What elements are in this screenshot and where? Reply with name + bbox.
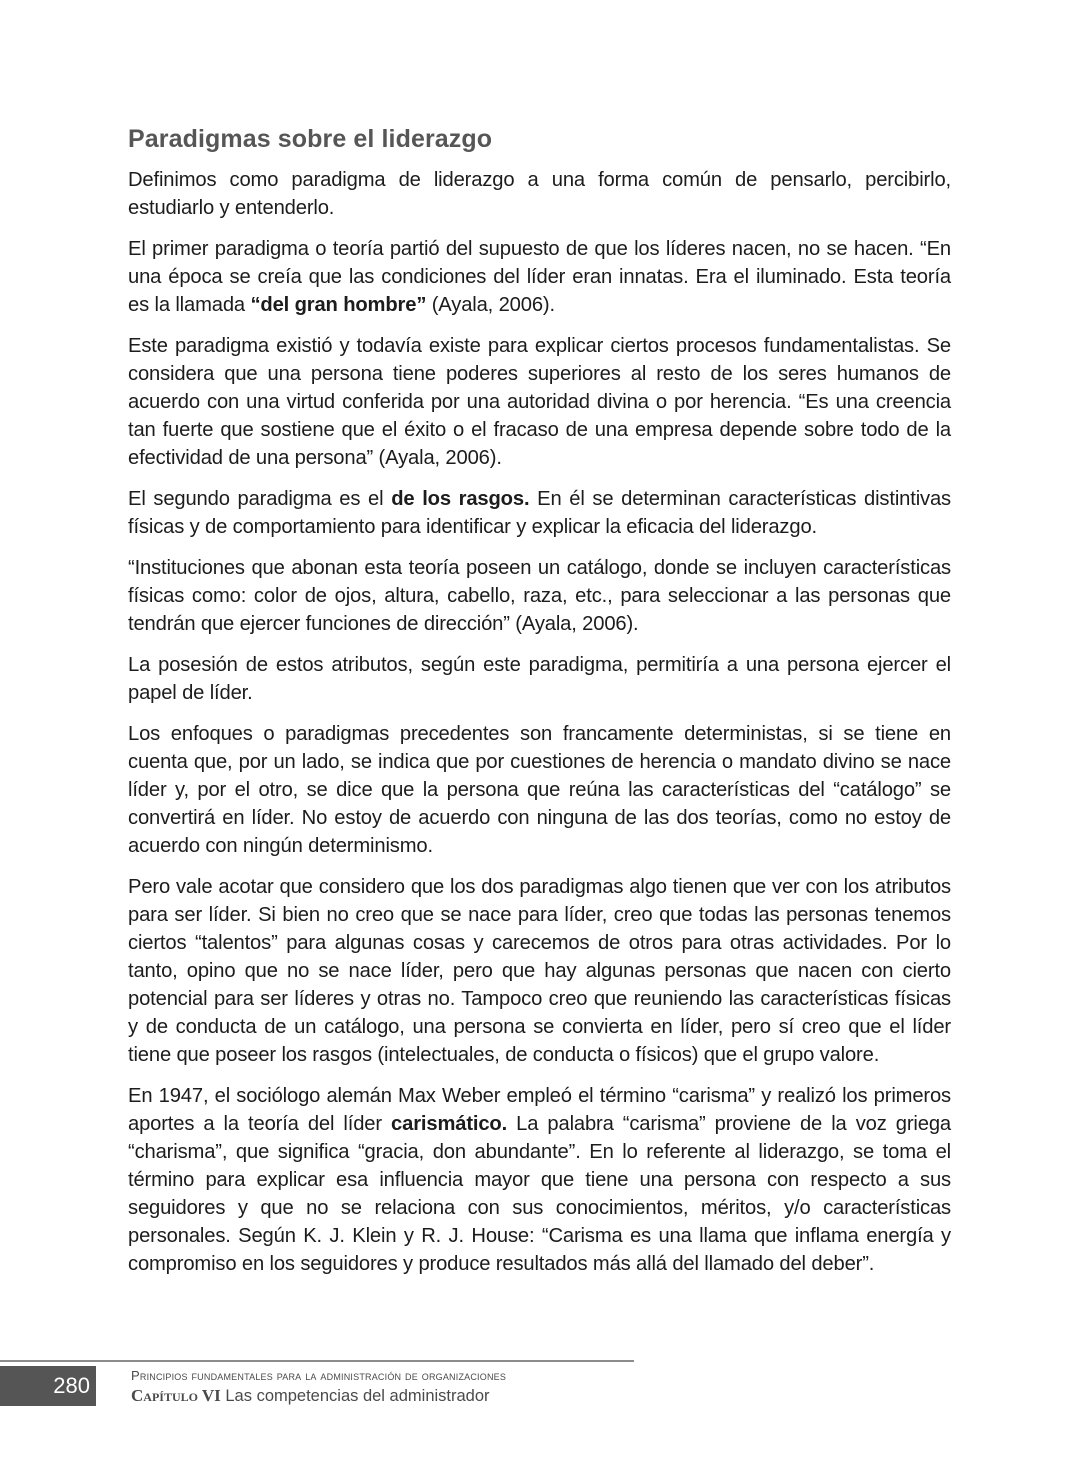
book-title: Principios fundamentales para la administración de organizaciones <box>131 1368 507 1383</box>
chapter-label: Capítulo VI <box>131 1386 221 1405</box>
paragraph-1: Definimos como paradigma de liderazgo a una forma común de pensarlo, percibirlo, estudiarlo y entenderlo. <box>128 169 951 219</box>
paragraph-2-text: El primer paradigma o teoría partió del supuesto de que los líderes nacen, no se hacen. “En una época se creía que las condiciones del líder eran innatas. Era el iluminado. Esta teoría es la llamada <box>128 238 951 316</box>
page-content <box>128 122 951 1291</box>
paragraph-4-rest: En él se determinan características distintivas físicas y de comportamiento para identificar y explicar la eficacia del liderazgo. <box>128 488 951 538</box>
section-title: Paradigmas sobre el liderazgo <box>128 125 493 153</box>
paragraph-5: “Instituciones que abonan esta teoría poseen un catálogo, donde se incluyen características físicas como: color de ojos, altura, cabello, raza, etc., para seleccionar a las personas que tendrán que ejercer funciones de dirección” (Ayala, 2006). <box>128 557 951 635</box>
chapter-line <box>131 1385 506 1407</box>
paragraph-4-text: El segundo paradigma es el <box>128 488 392 510</box>
paragraph-9-text: En 1947, el sociólogo alemán Max Weber empleó el término “carisma” y realizó los primeros aportes a la teoría del líder <box>128 1085 951 1135</box>
paragraph-4 <box>128 485 951 541</box>
paragraph-2-citation: (Ayala, 2006). <box>426 294 555 316</box>
paragraph-9-bold-term: carismático. <box>391 1113 508 1135</box>
paragraph-2 <box>128 235 951 319</box>
running-footer <box>131 1367 506 1407</box>
paragraph-3: Este paradigma existió y todavía existe para explicar ciertos procesos fundamentalistas. Se considera que una persona tiene poderes superiores al resto de los seres humanos de acuerdo con una virtud conferida por una autoridad divina o por herencia. “Es una creencia tan fuerte que sostiene que el éxito o el fracaso de una empresa depende sobre todo de la efectividad de una persona” (Ayala, 2006). <box>128 335 951 469</box>
paragraph-9-rest: La palabra “carisma” proviene de la voz griega “charisma”, que significa “gracia, don abundante”. En lo referente al liderazgo, se toma el término para explicar esa influencia mayor que tiene una persona con respecto a sus seguidores y que no se relaciona con sus conocimientos, méritos, y/o características personales. Según K. J. Klein y R. J. House: “Carisma es una llama que inflama energía y compromiso en los seguidores y produce resultados más allá del llamado del deber”. <box>128 1113 951 1275</box>
footer-divider <box>0 1360 634 1362</box>
paragraph-8: Pero vale acotar que considero que los dos paradigmas algo tienen que ver con los atributos para ser líder. Si bien no creo que se nace para líder, creo que todas las personas tenemos ciertos “talentos” para algunas cosas y carecemos de otros para otras actividades. Por lo tanto, opino que no se nace líder, pero que hay algunas personas que nacen con cierto potencial para ser líderes y otras no. Tampoco creo que reuniendo las características físicas y de conducta de un catálogo, una persona se convierta en líder, pero sí creo que el líder tiene que poseer los rasgos (intelectuales, de conducta o físicos) que el grupo valore. <box>128 876 951 1066</box>
paragraph-2-bold-term: “del gran hombre” <box>250 294 427 316</box>
paragraph-4-bold-term: de los rasgos. <box>391 488 530 510</box>
paragraph-6: La posesión de estos atributos, según este paradigma, permitiría a una persona ejercer el papel de líder. <box>128 654 951 704</box>
page-number: 280 <box>0 1366 96 1406</box>
paragraph-9 <box>128 1082 951 1278</box>
chapter-title: Las competencias del administrador <box>220 1387 490 1405</box>
paragraph-7: Los enfoques o paradigmas precedentes son francamente deterministas, si se tiene en cuenta que, por un lado, se indica que por cuestiones de herencia o mandato divino se nace líder y, por el otro, se dice que la persona que reúna las características del “catálogo” se convertirá en líder. No estoy de acuerdo con ninguna de las dos teorías, como no estoy de acuerdo con ningún determinismo. <box>128 723 951 857</box>
